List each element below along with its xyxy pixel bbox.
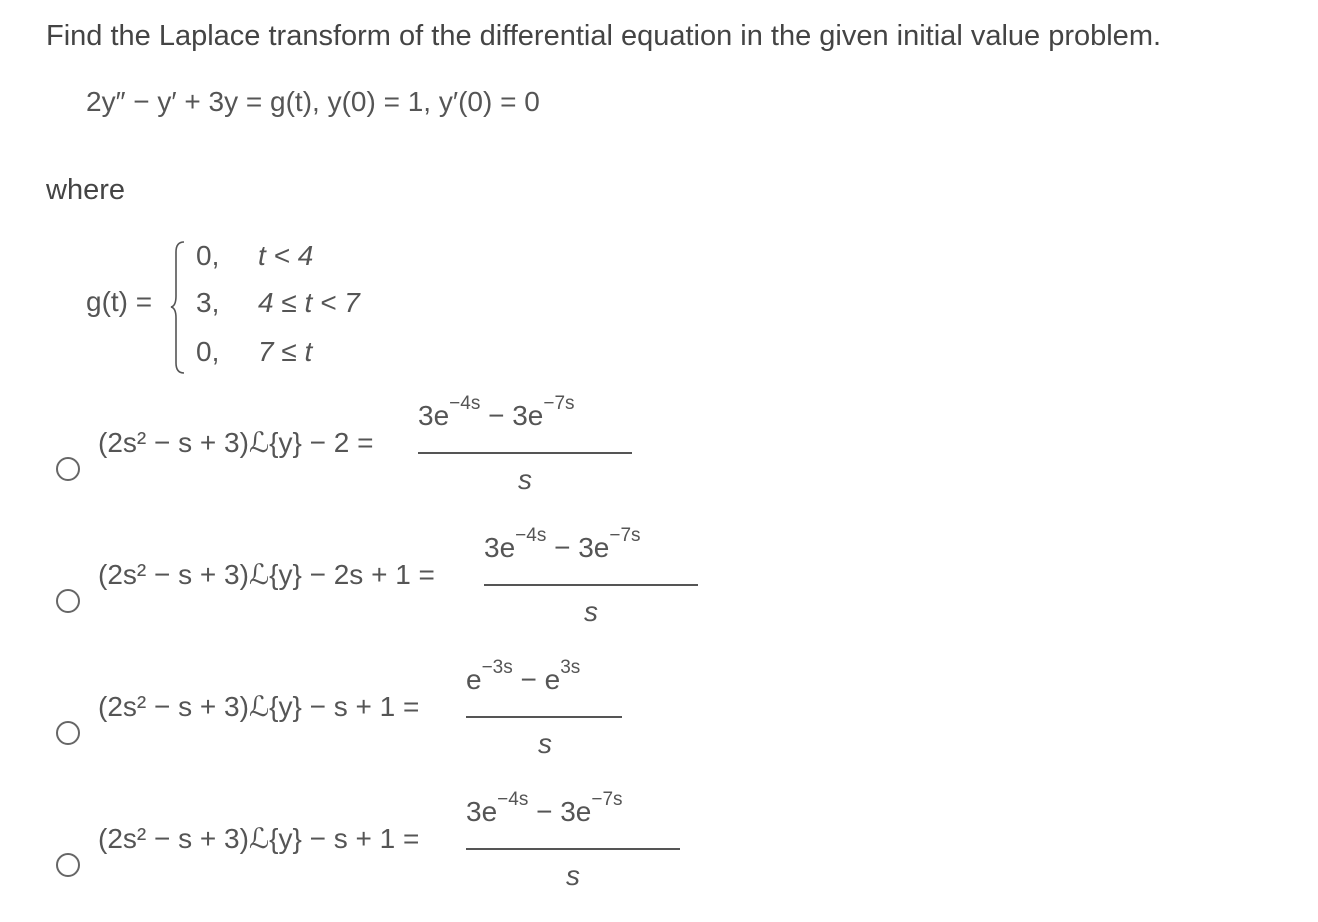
case-condition: 7 ≤ t [258,336,313,367]
piecewise-case-2 [196,287,360,327]
case-value: 0, [196,240,220,271]
fraction-numerator: $3e^{-4s} - 3e^{-7s}$ [418,393,575,431]
fraction-bar [466,848,680,850]
case-condition: t < 4 [258,240,314,271]
fraction-numerator: $3e^{-4s} - 3e^{-7s}$ [466,789,623,827]
question-prompt: Find the Laplace transform of the differential equation in the given initial value problem. [46,20,1162,52]
initial-value-equation: 2y″ − y′ + 3y = g(t), y(0) = 1, y′(0) = 0 [86,86,540,117]
piecewise-case-3 [196,336,312,376]
radio-button[interactable] [56,589,80,613]
fraction-denominator: s [584,596,598,627]
case-value: 0, [196,336,220,367]
fraction-bar [484,584,698,586]
fraction-denominator: s [538,728,552,759]
where-label: where [46,174,125,206]
left-brace [170,240,186,375]
answer-option-2[interactable] [56,525,716,632]
fraction-numerator: $3e^{-4s} - 3e^{-7s}$ [484,525,641,563]
option-lhs: (2s² − s + 3)ℒ{y} − s + 1 = [98,691,420,722]
piecewise-case-1 [196,240,313,280]
fraction-bar [418,452,632,454]
radio-button[interactable] [56,721,80,745]
answer-option-4[interactable] [56,789,696,896]
radio-button[interactable] [56,457,80,481]
fraction-denominator: s [518,464,532,495]
case-condition: 4 ≤ t < 7 [258,287,360,318]
option-lhs: (2s² − s + 3)ℒ{y} − 2s + 1 = [98,559,435,590]
fraction-numerator: $e^{-3s} - e^{3s}$ [466,657,581,695]
option-lhs: (2s² − s + 3)ℒ{y} − s + 1 = [98,823,420,854]
option-lhs: (2s² − s + 3)ℒ{y} − 2 = [98,427,374,458]
radio-button[interactable] [56,853,80,877]
fraction-bar [466,716,622,718]
fraction-denominator: s [566,860,580,891]
answer-option-1[interactable] [56,393,656,500]
answer-option-3[interactable] [56,657,656,764]
case-value: 3, [196,287,220,318]
piecewise-label: g(t) = [86,286,153,317]
